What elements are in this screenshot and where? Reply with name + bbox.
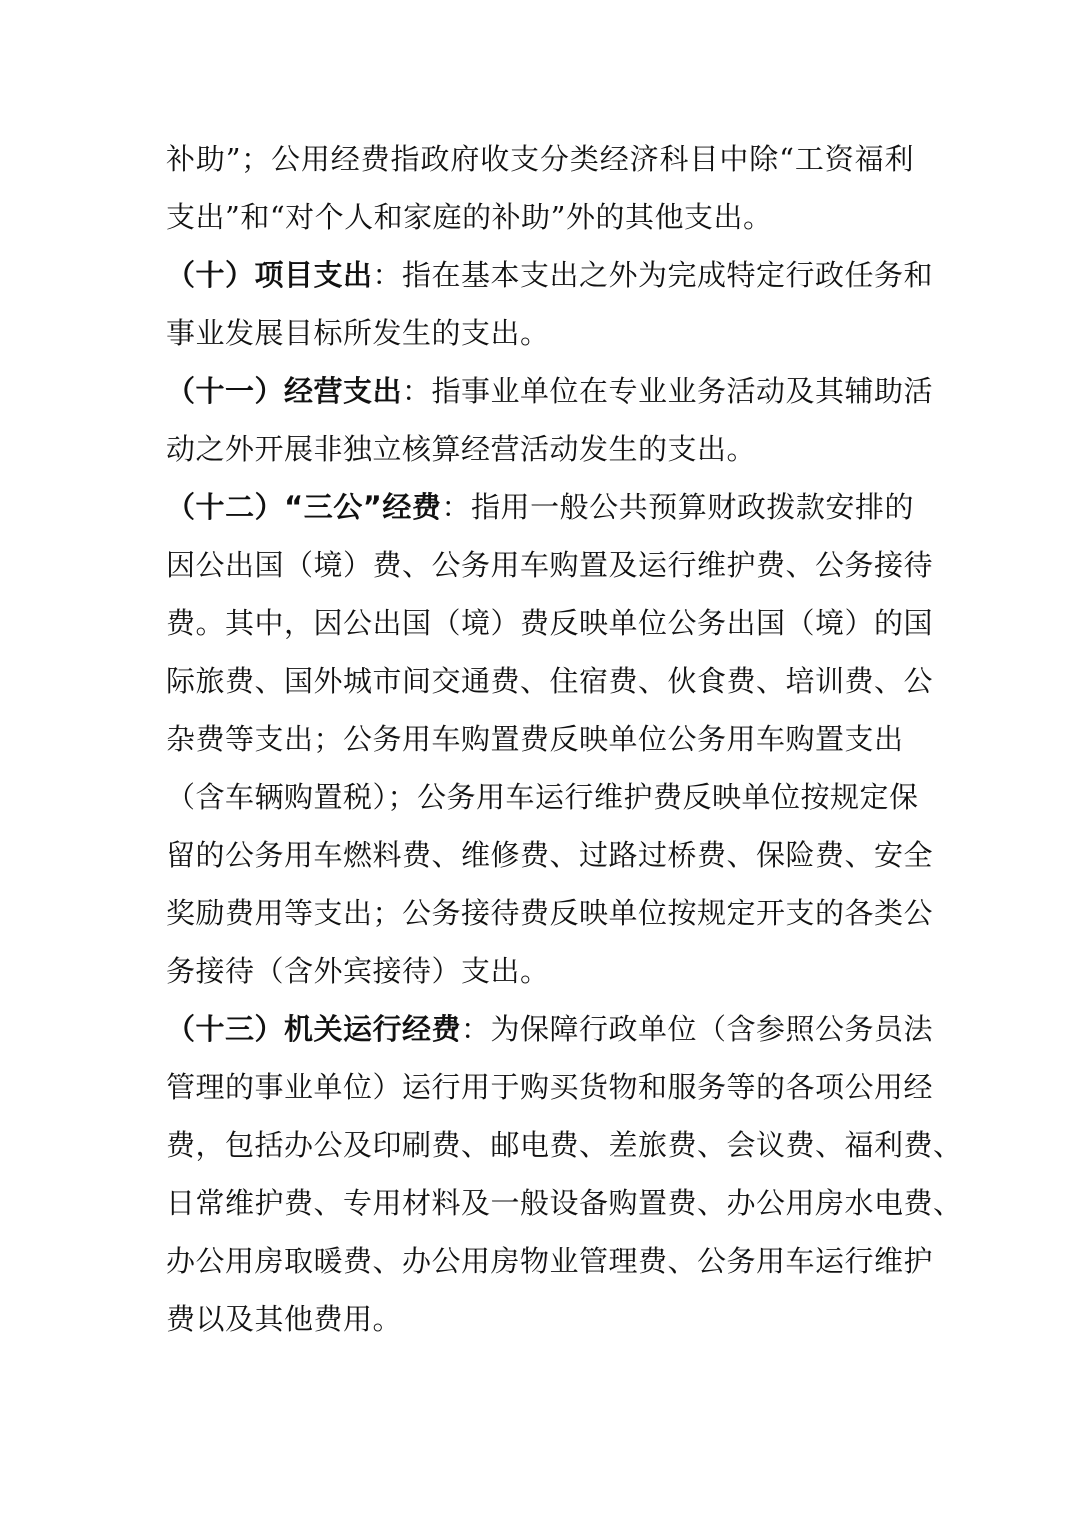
paragraph-line: 办公用房取暖费、办公用房物业管理费、公务用车运行维护 xyxy=(166,1244,934,1278)
paragraph-line xyxy=(166,478,914,536)
paragraph-line: 费。其中，因公出国（境）费反映单位公务出国（境）的国 xyxy=(166,606,934,640)
paragraph-text: ：为保障行政单位（含参照公务员法 xyxy=(461,1012,934,1046)
section-heading: （十二）“三公”经费 xyxy=(166,490,442,524)
paragraph-text: ：指事业单位在专业业务活动及其辅助活 xyxy=(402,374,934,408)
paragraph-line: 费以及其他费用。 xyxy=(166,1302,403,1336)
paragraph-line: （含车辆购置税）；公务用车运行维护费反映单位按规定保 xyxy=(166,780,919,814)
section-heading: （十三）机关运行经费 xyxy=(166,1012,462,1046)
paragraph-line: 日常维护费、专用材料及一般设备购置费、办公用房水电费、 xyxy=(166,1186,963,1220)
paragraph-line: 事业发展目标所发生的支出。 xyxy=(166,316,550,350)
paragraph-line: 杂费等支出；公务用车购置费反映单位公务用车购置支出 xyxy=(166,722,904,756)
paragraph-line: 费，包括办公及印刷费、邮电费、差旅费、会议费、福利费、 xyxy=(166,1128,963,1162)
paragraph-line: 补助”；公用经费指政府收支分类经济科目中除“工资福利 xyxy=(166,142,914,176)
section-heading: （十一）经营支出 xyxy=(166,374,403,408)
paragraph-line: 际旅费、国外城市间交通费、住宿费、伙食费、培训费、公 xyxy=(166,664,934,698)
paragraph-line: 留的公务用车燃料费、维修费、过路过桥费、保险费、安全 xyxy=(166,838,934,872)
paragraph-line xyxy=(166,362,934,420)
paragraph-line: 动之外开展非独立核算经营活动发生的支出。 xyxy=(166,432,757,466)
paragraph-text: ：指在基本支出之外为完成特定行政任务和 xyxy=(372,258,934,292)
paragraph-line: 支出”和“对个人和家庭的补助”外的其他支出。 xyxy=(166,200,773,234)
paragraph-text: ：指用一般公共预算财政拨款安排的 xyxy=(441,490,914,524)
paragraph-line xyxy=(166,246,934,304)
paragraph-line: 管理的事业单位）运行用于购买货物和服务等的各项公用经 xyxy=(166,1070,934,1104)
paragraph-line: 奖励费用等支出；公务接待费反映单位按规定开支的各类公 xyxy=(166,896,934,930)
section-heading: （十）项目支出 xyxy=(166,258,373,292)
paragraph-line xyxy=(166,1000,934,1058)
paragraph-line: 务接待（含外宾接待）支出。 xyxy=(166,954,550,988)
paragraph-line: 因公出国（境）费、公务用车购置及运行维护费、公务接待 xyxy=(166,548,934,582)
